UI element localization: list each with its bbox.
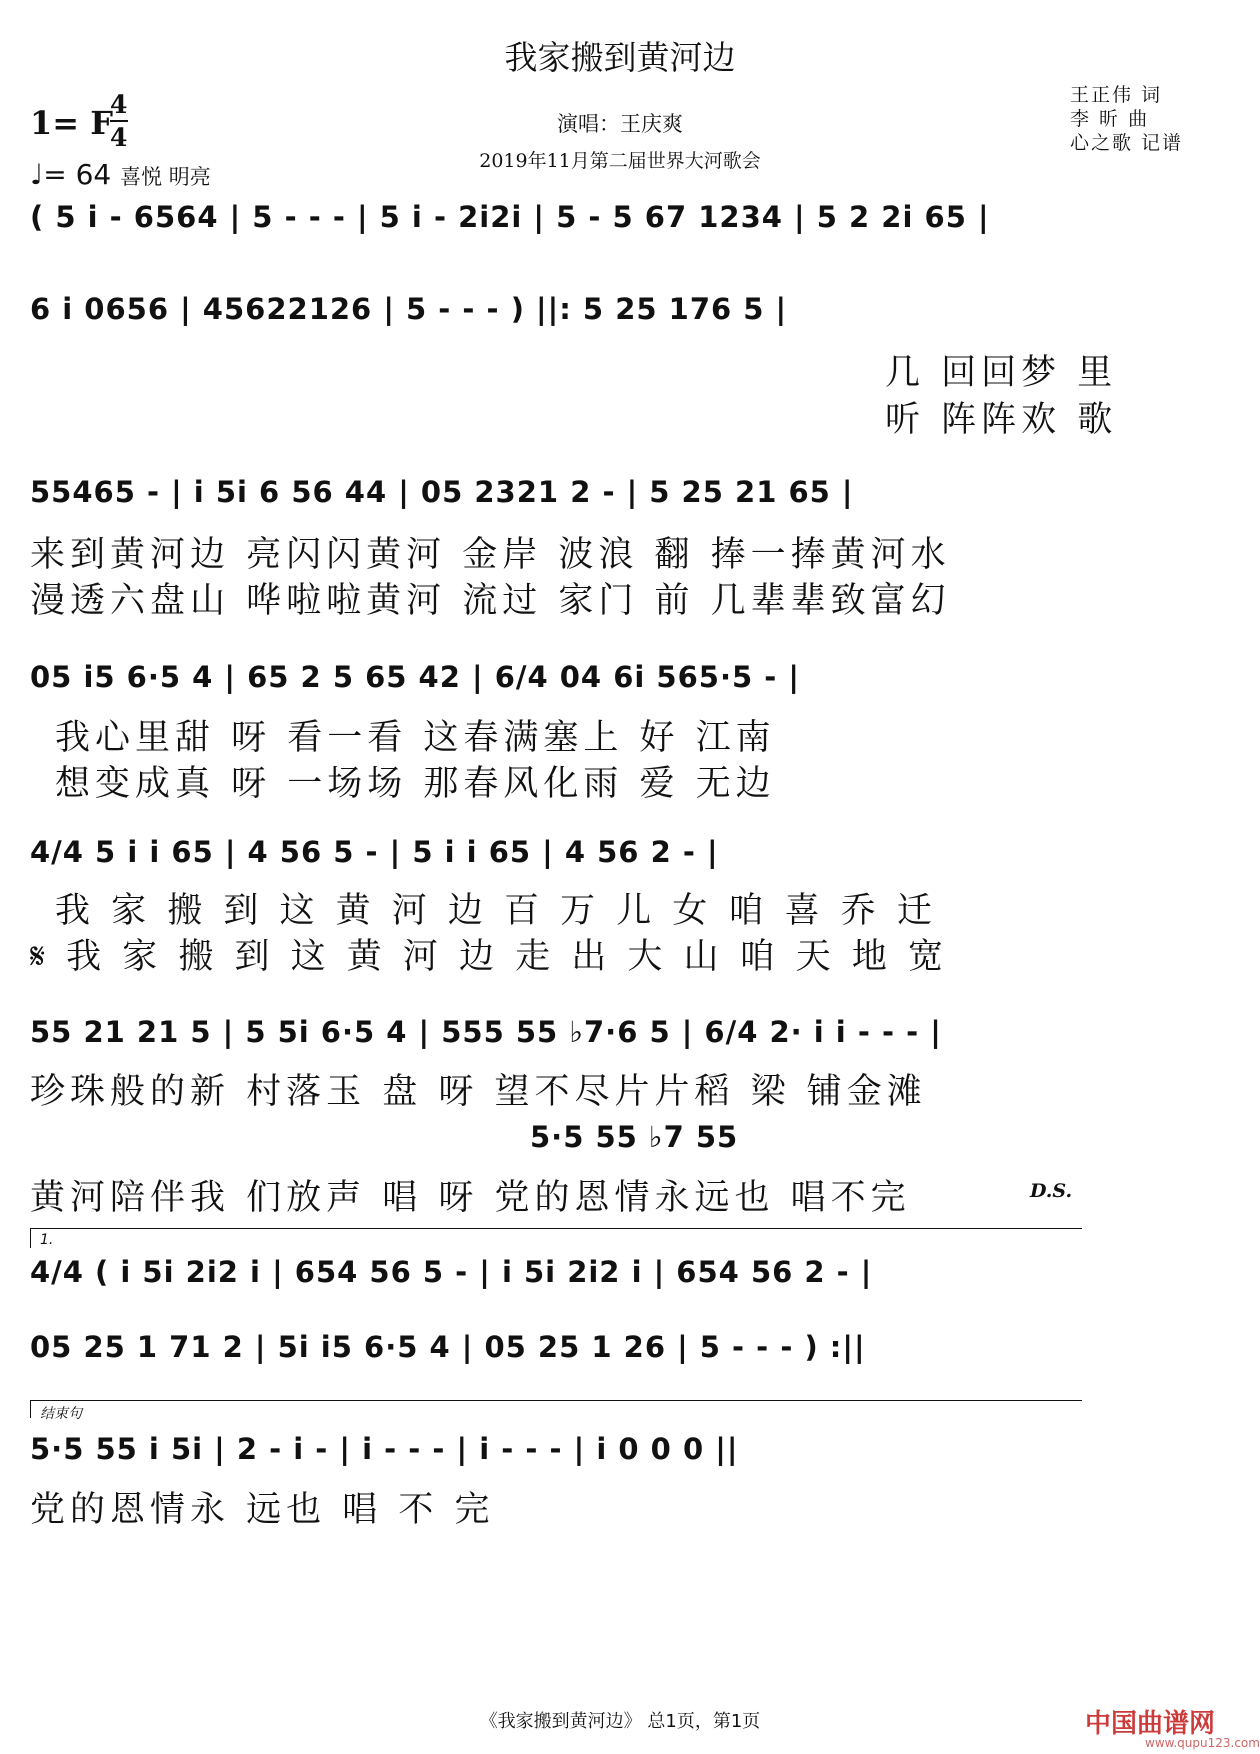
ending-bracket	[30, 1400, 1082, 1401]
ending-bracket-left	[30, 1400, 31, 1418]
notation-line-5: 4/4 5 i i 65 | 4 56 5 - | 5 i i 65 | 4 56 2 - |	[30, 835, 719, 869]
notation-line-6: 55 21 21 5 | 5 5i 6·5 4 | 555 55 ♭7·6 5 | 6/4 2· i i - - - |	[30, 1015, 942, 1049]
quarter-note-icon: ♩	[30, 158, 44, 191]
notation-line-1: ( 5 i - 6564 | 5 - - - | 5 i - 2i2i | 5 - 5 67 1234 | 5 2 2i 65 |	[30, 200, 990, 234]
event: 2019年11月第二届世界大河歌会	[479, 150, 761, 172]
notation-line-8: 05 25 1 71 2 | 5i i5 6·5 4 | 05 25 1 26 | 5 - - - ) :||	[30, 1330, 866, 1364]
lyrics-line-4a: 我心里甜 呀 看一看 这春满塞上 好 江南	[55, 718, 776, 758]
alt-notation-line-6: 5·5 55 ♭7 55	[530, 1120, 739, 1154]
notation-line-7: 4/4 ( i 5i 2i2 i | 654 56 5 - | i 5i 2i2 i | 654 56 2 - |	[30, 1255, 873, 1289]
composer: 李 昕 曲	[1070, 108, 1150, 130]
dal-segno-marker: D.S.	[1030, 1180, 1073, 1202]
singer: 演唱：王庆爽	[557, 112, 683, 136]
notation-line-2: 6 i 0656 | 45622126 | 5 - - - ) ||: 5 25 176 5 |	[30, 292, 788, 326]
volta-bracket	[30, 1228, 1082, 1229]
volta-bracket-left	[30, 1228, 31, 1248]
lyrics-line-4b: 想变成真 呀 一场场 那春风化雨 爱 无边	[55, 764, 776, 804]
lyrics-line-9: 党的恩情永 远也 唱 不 完	[30, 1490, 495, 1530]
key-signature: 1= F	[30, 104, 113, 142]
notation-line-3: 55465 - | i 5i 6 56 44 | 05 2321 2 - | 5 25 21 65 |	[30, 475, 854, 509]
page-footer: 《我家搬到黄河边》 总1页，第1页	[479, 1711, 761, 1732]
notation-line-9: 5·5 55 i 5i | 2 - i - | i - - - | i - - - | i 0 0 0 ||	[30, 1432, 739, 1466]
time-signature-top: 4	[110, 90, 128, 119]
volta-number: 1.	[40, 1232, 54, 1248]
watermark-url: www.qupu123.com	[1145, 1736, 1260, 1750]
lyrics-line-6b: 黄河陪伴我 们放声 唱 呀 党的恩情永远也 唱不完	[30, 1178, 911, 1218]
lyricist: 王正伟 词	[1070, 84, 1163, 106]
tempo-mood: 喜悦 明亮	[120, 165, 211, 189]
lyrics-line-2a: 几 回回梦 里	[885, 353, 1118, 393]
lyrics-line-3a: 来到黄河边 亮闪闪黄河 金岸 波浪 翻 捧一捧黄河水	[30, 535, 951, 575]
lyrics-line-5a: 我 家 搬 到 这 黄 河 边 百 万 儿 女 咱 喜 乔 迁	[55, 891, 937, 931]
notation-line-4: 05 i5 6·5 4 | 65 2 5 65 42 | 6/4 04 6i 565·5 - |	[30, 660, 800, 694]
lyrics-line-3b: 漫透六盘山 哗啦啦黄河 流过 家门 前 几辈辈致富幻	[30, 581, 951, 621]
page-title: 我家搬到黄河边	[504, 38, 736, 77]
ending-label: 结束句	[40, 1406, 82, 1422]
lyrics-line-5b: 𝄋 我 家 搬 到 这 黄 河 边 走 出 大 山 咱 天 地 宽	[30, 937, 949, 977]
transcriber: 心之歌 记谱	[1070, 132, 1184, 154]
tempo-value: = 64	[43, 158, 112, 191]
lyrics-line-6a: 珍珠般的新 村落玉 盘 呀 望不尽片片稻 梁 铺金滩	[30, 1072, 927, 1112]
watermark-logo: 中国曲谱网	[1085, 1709, 1216, 1739]
lyrics-line-2b: 听 阵阵欢 歌	[885, 400, 1118, 440]
time-signature-bottom: 4	[110, 123, 128, 152]
